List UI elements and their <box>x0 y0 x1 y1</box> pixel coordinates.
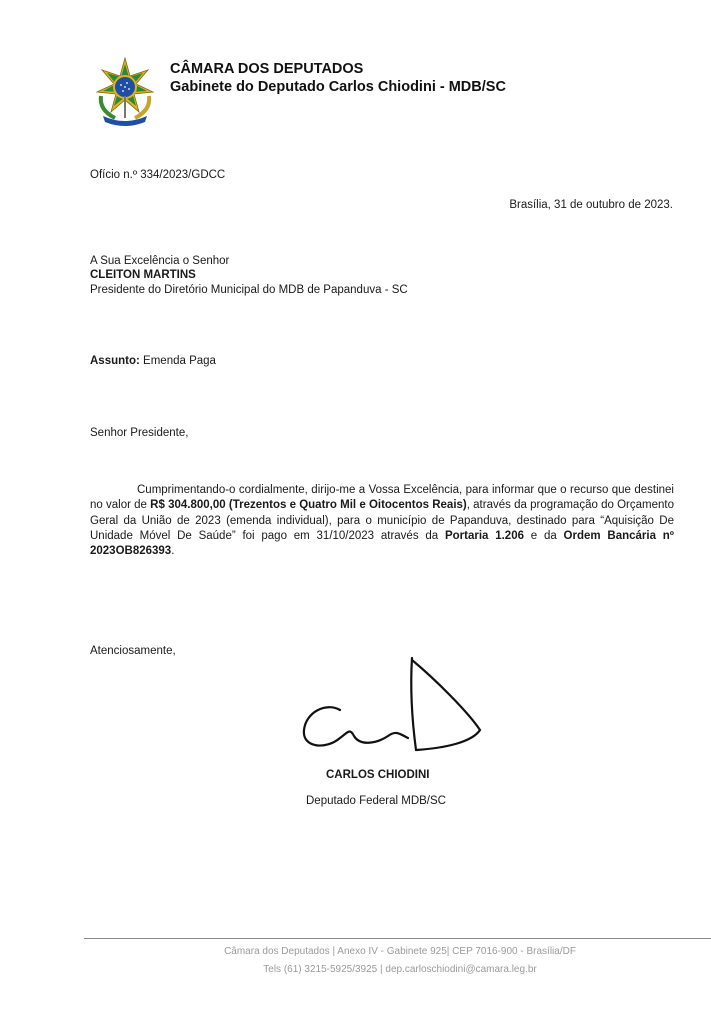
institution-name: CÂMARA DOS DEPUTADOS <box>170 61 364 77</box>
footer-address: Câmara dos Deputados | Anexo IV - Gabinete 925| CEP 7016-900 - Brasília/DF <box>224 946 576 957</box>
letter-date: Brasília, 31 de outubro de 2023. <box>509 199 673 211</box>
body-text-2: , através da programação do Orçamento Geral da União de 2023 (emenda individual), para o município de Papanduva, destinado para “Aquisição De Unidade Móvel De Saúde” foi pago em 31/10/2023 através da <box>90 499 674 542</box>
body-paragraph <box>90 483 674 559</box>
subject-line <box>90 354 216 369</box>
recipient-salutation: A Sua Excelência o Senhor <box>90 255 230 267</box>
body-text-1: Cumprimentando-o cordialmente, dirijo-me a Vossa Excelência, para informar que o recurso que destinei no valor de <box>90 484 674 512</box>
footer-divider <box>84 938 711 939</box>
recipient-name: CLEITON MARTINS <box>90 269 196 281</box>
footer-contact: Tels (61) 3215-5925/3925 | dep.carloschiodini@camara.leg.br <box>263 964 537 975</box>
signer-name: CARLOS CHIODINI <box>326 769 430 781</box>
letter-reference: Ofício n.º 334/2023/GDCC <box>90 169 226 181</box>
subject-value: Emenda Paga <box>143 355 216 367</box>
closing: Atenciosamente, <box>90 645 176 657</box>
body-text-3: e da <box>523 529 564 542</box>
handwritten-signature <box>296 650 492 758</box>
amount: R$ 304.800,00 (Trezentos e Quatro Mil e Oitocentos Reais) <box>150 499 467 512</box>
office-name: Gabinete do Deputado Carlos Chiodini - MDB/SC <box>170 79 506 95</box>
portaria: Portaria 1.206 <box>444 529 524 542</box>
brazil-coat-of-arms-icon <box>93 56 157 126</box>
body-text-4: . <box>171 545 175 558</box>
ordem-bancaria: Ordem Bancária nº 2023OB826393 <box>90 529 674 558</box>
signer-role: Deputado Federal MDB/SC <box>306 795 446 807</box>
recipient-title: Presidente do Diretório Municipal do MDB de Papanduva - SC <box>90 284 408 296</box>
greeting: Senhor Presidente, <box>90 427 189 439</box>
subject-label: Assunto: <box>90 355 140 367</box>
